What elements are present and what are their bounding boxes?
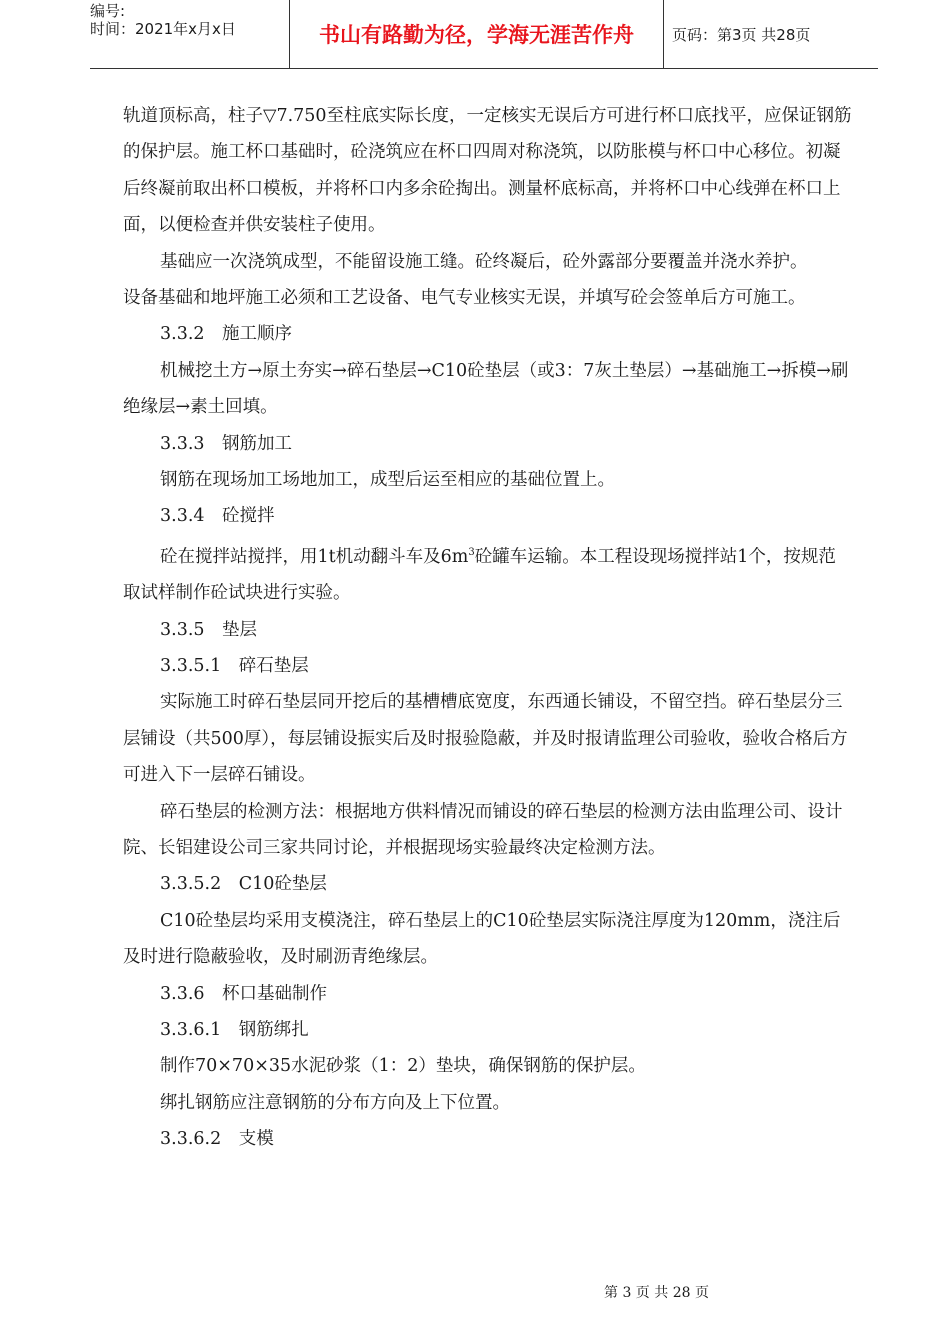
paragraph: 基础应一次浇筑成型，不能留设施工缝。砼终凝后，砼外露部分要覆盖并浇水养护。 bbox=[160, 251, 808, 272]
superscript: 3 bbox=[468, 546, 475, 558]
paragraph: 机械挖土方→原土夯实→碎石垫层→C10砼垫层（或3：7灰土垫层）→基础施工→拆模→刷绝缘层→素土回填。 bbox=[123, 360, 849, 418]
page-footer: 第 3 页 共 28 页 bbox=[604, 1285, 709, 1301]
paragraph: 实际施工时碎石垫层同开挖后的基槽槽底宽度，东西通长铺设，不留空挡。碎石垫层分三层铺设（共500厚），每层铺设振实后及时报验隐蔽，并及时报请监理公司验收，验收合格后方可进入下一层碎石铺设。 bbox=[123, 692, 848, 786]
subsection-heading: 3.3.6.2 支模 bbox=[160, 1129, 274, 1150]
section-heading: 3.3.6 杯口基础制作 bbox=[160, 983, 328, 1004]
paragraph-part: 砼罐车运输。本工程设现场搅拌站1个，按规范取试样制作砼试块进行实验。 bbox=[123, 546, 836, 604]
paragraph: C10砼垫层均采用支模浇注，碎石垫层上的C10砼垫层实际浇注厚度为120mm，浇注后及时进行隐蔽验收，及时刷沥青绝缘层。 bbox=[123, 910, 841, 968]
paragraph-part: 砼在搅拌站搅拌，用1t机动翻斗车及6m bbox=[160, 546, 469, 567]
section-heading: 3.3.2 施工顺序 bbox=[160, 324, 293, 345]
paragraph: 轨道顶标高，柱子▽7.750至柱底实际长度，一定核实无误后方可进行杯口底找平，应保证钢筋的保护层。施工杯口基础时，砼浇筑应在杯口四周对称浇筑，以防胀模与杯口中心移位。初凝后终凝前取出杯口模板，并将杯口内多余砼掏出。测量杯底标高，并将杯口中心线弹在杯口上面，以便检查并供安装柱子使用。 bbox=[123, 106, 852, 236]
subsection-heading: 3.3.5.1 碎石垫层 bbox=[160, 655, 309, 676]
paragraph bbox=[123, 535, 853, 612]
header-meta bbox=[90, 0, 290, 68]
paragraph: 绑扎钢筋应注意钢筋的分布方向及上下位置。 bbox=[160, 1092, 510, 1113]
header-page-info: 页码：第3页 共28页 bbox=[672, 25, 811, 44]
document-time: 时间：2021年x月x日 bbox=[90, 20, 236, 38]
document-number-label: 编号: bbox=[90, 2, 126, 20]
subsection-heading: 3.3.5.2 C10砼垫层 bbox=[160, 874, 327, 895]
paragraph: 钢筋在现场加工场地加工，成型后运至相应的基础位置上。 bbox=[160, 470, 615, 491]
section-heading: 3.3.3 钢筋加工 bbox=[160, 433, 293, 454]
subsection-heading: 3.3.6.1 钢筋绑扎 bbox=[160, 1019, 309, 1040]
section-heading: 3.3.4 砼搅拌 bbox=[160, 506, 275, 527]
header-motto: 书山有路勤为径，学海无涯苦作舟 bbox=[290, 0, 664, 68]
paragraph: 碎石垫层的检测方法：根据地方供料情况而铺设的碎石垫层的检测方法由监理公司、设计院、长铝建设公司三家共同讨论，并根据现场实验最终决定检测方法。 bbox=[123, 801, 843, 858]
document-body bbox=[123, 98, 853, 1158]
paragraph: 制作70×70×35水泥砂浆（1：2）垫块，确保钢筋的保护层。 bbox=[160, 1056, 646, 1077]
paragraph: 设备基础和地坪施工必须和工艺设备、电气专业核实无误，并填写砼会签单后方可施工。 bbox=[123, 288, 806, 309]
page-header bbox=[90, 0, 878, 69]
section-heading: 3.3.5 垫层 bbox=[160, 619, 258, 640]
